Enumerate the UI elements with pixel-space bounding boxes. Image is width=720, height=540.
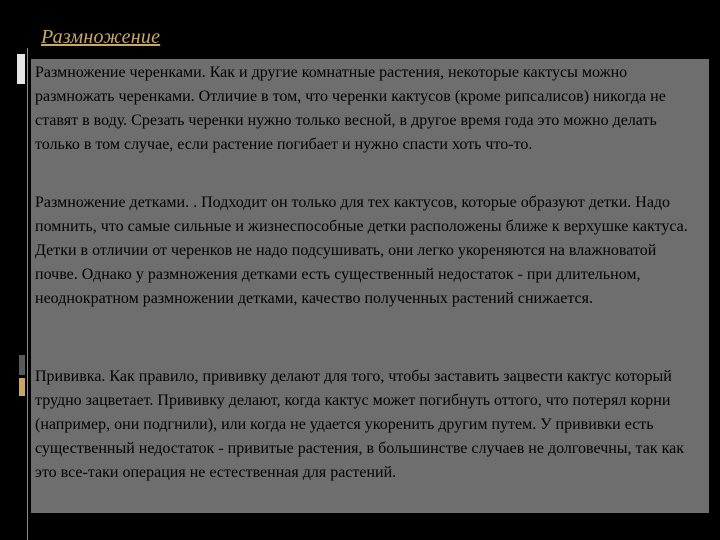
paragraph-grafting: Прививка. Как правило, прививку делают для того, чтобы заставить зацвести кактус который трудно зацветает. Прививку делают, когда кактус может погибнуть оттого, что потерял корни (например, они подгнили), или когда не удается укоренить другим путем. У прививки есть существенный недостаток - привитые растения, в большинстве случаев не долговечны, так как это все-таки операция не естественная для растений. (35, 368, 685, 481)
accent-bar-gray (19, 355, 25, 375)
paragraph-cuttings: Размножение черенками. Как и другие комнатные растения, некоторые кактусы можно размножать черенками. Отличие в том, что черенки кактусов (кроме рипсалисов) никогда не ставят в воду. Срезать черенки нужно только весной, в другое время года это можно делать только в том случае, если растение погибает и нужно спасти хоть что-то. (35, 64, 666, 153)
paragraph-offsets: Размножение детками. . Подходит он только для тех кактусов, которые образуют детки. Надо помнить, что самые сильные и жизнеспособные детки расположены ближе к верхушке кактуса. Детки в отличии от черенков не надо подсушивать, они легко укореняются на влажноватой почве. Однако у размножения детками есть существенный недостаток - при длительном, неоднократном размножении детками, качество полученных растений снижается. (35, 194, 688, 307)
accent-bar-top (17, 54, 25, 84)
accent-bar-gold (19, 378, 25, 396)
slide-title: Размножение (41, 26, 161, 48)
vertical-divider (27, 48, 28, 540)
